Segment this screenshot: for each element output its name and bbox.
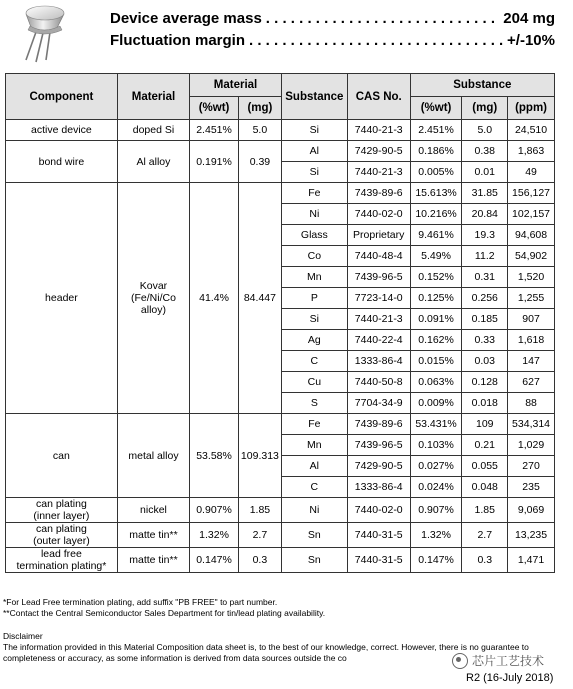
- material-mg-cell: 1.85: [238, 498, 281, 523]
- table-row: [6, 141, 555, 162]
- substance-pct-cell: 5.49%: [410, 246, 462, 267]
- substance-pct-cell: 0.147%: [410, 548, 462, 573]
- cas-cell: 7440-02-0: [347, 204, 410, 225]
- ppm-cell: 24,510: [508, 120, 555, 141]
- substance-cell: Glass: [281, 225, 347, 246]
- ppm-cell: 147: [508, 351, 555, 372]
- ppm-cell: 907: [508, 309, 555, 330]
- disclaimer-text: The information provided in this Material Composition data sheet is, to the best of our knowledge, correct. However, there is no guarantee to completeness or accuracy, as some information is derived from data sources outside the co: [3, 642, 529, 663]
- wechat-icon: [452, 653, 468, 669]
- component-name-cell: header: [6, 183, 118, 414]
- header-material: Material: [117, 74, 189, 120]
- cas-cell: 7440-31-5: [347, 523, 410, 548]
- substance-cell: Si: [281, 162, 347, 183]
- substance-mg-cell: 0.256: [462, 288, 508, 309]
- substance-mg-cell: 31.85: [462, 183, 508, 204]
- substance-cell: S: [281, 393, 347, 414]
- material-composition-table: [5, 73, 555, 573]
- component-name-cell: lead free termination plating*: [6, 548, 118, 573]
- material-mg-cell: 109.313: [238, 414, 281, 498]
- header-material-group: Material: [190, 74, 282, 97]
- substance-mg-cell: 0.01: [462, 162, 508, 183]
- material-mg-cell: 84.447: [238, 183, 281, 414]
- material-pct-cell: 0.191%: [190, 141, 239, 183]
- ppm-cell: 1,520: [508, 267, 555, 288]
- ppm-cell: 1,029: [508, 435, 555, 456]
- substance-pct-cell: 0.152%: [410, 267, 462, 288]
- material-pct-cell: 0.147%: [190, 548, 239, 573]
- device-mass-value: 204 mg: [503, 10, 555, 27]
- cas-cell: 7429-90-5: [347, 141, 410, 162]
- material-cell: metal alloy: [117, 414, 189, 498]
- header-material-pct: (%wt): [190, 97, 239, 120]
- material-pct-cell: 2.451%: [190, 120, 239, 141]
- header-substance: Substance: [281, 74, 347, 120]
- substance-mg-cell: 0.048: [462, 477, 508, 498]
- fluctuation-row: [110, 32, 555, 54]
- substance-mg-cell: 5.0: [462, 120, 508, 141]
- substance-mg-cell: 0.128: [462, 372, 508, 393]
- watermark-text: 芯片工艺技术: [472, 654, 545, 668]
- cas-cell: 7440-50-8: [347, 372, 410, 393]
- substance-mg-cell: 0.21: [462, 435, 508, 456]
- substance-pct-cell: 10.216%: [410, 204, 462, 225]
- footnotes: [3, 597, 325, 619]
- substance-cell: Si: [281, 120, 347, 141]
- footnote-lead-free: *For Lead Free termination plating, add suffix "PB FREE" to part number.: [3, 597, 278, 607]
- ppm-cell: 54,902: [508, 246, 555, 267]
- table-row: [6, 498, 555, 523]
- substance-pct-cell: 53.431%: [410, 414, 462, 435]
- substance-mg-cell: 11.2: [462, 246, 508, 267]
- ppm-cell: 1,618: [508, 330, 555, 351]
- substance-mg-cell: 0.03: [462, 351, 508, 372]
- substance-cell: Ni: [281, 498, 347, 523]
- substance-cell: C: [281, 351, 347, 372]
- cas-cell: Proprietary: [347, 225, 410, 246]
- material-mg-cell: 0.3: [238, 548, 281, 573]
- substance-cell: Al: [281, 456, 347, 477]
- component-name-cell: can: [6, 414, 118, 498]
- table-row: [6, 183, 555, 204]
- substance-mg-cell: 2.7: [462, 523, 508, 548]
- table-row: [6, 523, 555, 548]
- revision-label: R2 (16-July 2018): [466, 672, 554, 684]
- material-cell: Al alloy: [117, 141, 189, 183]
- cas-cell: 1333-86-4: [347, 351, 410, 372]
- ppm-cell: 13,235: [508, 523, 555, 548]
- substance-cell: Co: [281, 246, 347, 267]
- cas-cell: 7440-21-3: [347, 120, 410, 141]
- ppm-cell: 534,314: [508, 414, 555, 435]
- substance-pct-cell: 0.162%: [410, 330, 462, 351]
- component-name-cell: bond wire: [6, 141, 118, 183]
- table-row: [6, 414, 555, 435]
- cas-cell: 1333-86-4: [347, 477, 410, 498]
- material-cell: doped Si: [117, 120, 189, 141]
- ppm-cell: 9,069: [508, 498, 555, 523]
- header-substance-group: Substance: [410, 74, 554, 97]
- material-mg-cell: 0.39: [238, 141, 281, 183]
- component-name-cell: can plating (inner layer): [6, 498, 118, 523]
- ppm-cell: 627: [508, 372, 555, 393]
- leader-dots: [249, 32, 503, 49]
- substance-cell: Si: [281, 309, 347, 330]
- header-material-mg: (mg): [238, 97, 281, 120]
- substance-pct-cell: 0.015%: [410, 351, 462, 372]
- ppm-cell: 1,863: [508, 141, 555, 162]
- substance-pct-cell: 1.32%: [410, 523, 462, 548]
- fluctuation-label: Fluctuation margin: [110, 32, 245, 49]
- substance-cell: Mn: [281, 267, 347, 288]
- ppm-cell: 94,608: [508, 225, 555, 246]
- substance-cell: Fe: [281, 183, 347, 204]
- substance-cell: Ag: [281, 330, 347, 351]
- substance-cell: Ni: [281, 204, 347, 225]
- substance-mg-cell: 0.33: [462, 330, 508, 351]
- header-ppm: (ppm): [508, 97, 555, 120]
- ppm-cell: 102,157: [508, 204, 555, 225]
- table-body: [6, 120, 555, 573]
- ppm-cell: 1,255: [508, 288, 555, 309]
- cas-cell: 7440-21-3: [347, 162, 410, 183]
- substance-mg-cell: 0.055: [462, 456, 508, 477]
- header-component: Component: [6, 74, 118, 120]
- substance-pct-cell: 2.451%: [410, 120, 462, 141]
- substance-mg-cell: 109: [462, 414, 508, 435]
- substance-mg-cell: 0.018: [462, 393, 508, 414]
- substance-mg-cell: 0.38: [462, 141, 508, 162]
- substance-mg-cell: 20.84: [462, 204, 508, 225]
- material-cell: Kovar (Fe/Ni/Co alloy): [117, 183, 189, 414]
- substance-mg-cell: 1.85: [462, 498, 508, 523]
- substance-mg-cell: 19.3: [462, 225, 508, 246]
- leader-dots: [266, 10, 500, 27]
- cas-cell: 7723-14-0: [347, 288, 410, 309]
- component-name-cell: can plating (outer layer): [6, 523, 118, 548]
- cas-cell: 7440-31-5: [347, 548, 410, 573]
- ppm-cell: 156,127: [508, 183, 555, 204]
- substance-pct-cell: 0.091%: [410, 309, 462, 330]
- substance-pct-cell: 0.907%: [410, 498, 462, 523]
- header-cas: CAS No.: [347, 74, 410, 120]
- device-mass-label: Device average mass: [110, 10, 262, 27]
- header-substance-mg: (mg): [462, 97, 508, 120]
- material-mg-cell: 2.7: [238, 523, 281, 548]
- material-pct-cell: 0.907%: [190, 498, 239, 523]
- material-pct-cell: 41.4%: [190, 183, 239, 414]
- cas-cell: 7440-21-3: [347, 309, 410, 330]
- substance-pct-cell: 0.063%: [410, 372, 462, 393]
- ppm-cell: 235: [508, 477, 555, 498]
- substance-cell: Al: [281, 141, 347, 162]
- substance-cell: P: [281, 288, 347, 309]
- material-cell: matte tin**: [117, 548, 189, 573]
- ppm-cell: 270: [508, 456, 555, 477]
- component-name-cell: active device: [6, 120, 118, 141]
- substance-cell: Mn: [281, 435, 347, 456]
- cas-cell: 7439-89-6: [347, 414, 410, 435]
- footnote-tin-lead: **Contact the Central Semiconductor Sales Department for tin/lead plating availability.: [3, 608, 326, 618]
- cas-cell: 7440-48-4: [347, 246, 410, 267]
- device-mass-row: [110, 10, 555, 32]
- table-row: [6, 120, 555, 141]
- cas-cell: 7439-96-5: [347, 435, 410, 456]
- substance-pct-cell: 9.461%: [410, 225, 462, 246]
- fluctuation-value: +/-10%: [507, 32, 555, 49]
- ppm-cell: 88: [508, 393, 555, 414]
- cas-cell: 7704-34-9: [347, 393, 410, 414]
- substance-pct-cell: 0.024%: [410, 477, 462, 498]
- substance-cell: Fe: [281, 414, 347, 435]
- substance-mg-cell: 0.31: [462, 267, 508, 288]
- substance-cell: C: [281, 477, 347, 498]
- to-can-transistor-icon: [12, 2, 82, 64]
- cas-cell: 7439-96-5: [347, 267, 410, 288]
- disclaimer-title: Disclaimer: [3, 631, 43, 641]
- material-pct-cell: 53.58%: [190, 414, 239, 498]
- watermark: [452, 652, 544, 669]
- substance-mg-cell: 0.3: [462, 548, 508, 573]
- material-cell: matte tin**: [117, 523, 189, 548]
- substance-mg-cell: 0.185: [462, 309, 508, 330]
- substance-pct-cell: 0.186%: [410, 141, 462, 162]
- substance-pct-cell: 0.103%: [410, 435, 462, 456]
- summary-header: [0, 0, 573, 66]
- ppm-cell: 1,471: [508, 548, 555, 573]
- cas-cell: 7440-22-4: [347, 330, 410, 351]
- material-pct-cell: 1.32%: [190, 523, 239, 548]
- table-row: [6, 548, 555, 573]
- header-substance-pct: (%wt): [410, 97, 462, 120]
- substance-pct-cell: 0.027%: [410, 456, 462, 477]
- substance-pct-cell: 15.613%: [410, 183, 462, 204]
- material-cell: nickel: [117, 498, 189, 523]
- substance-cell: Sn: [281, 523, 347, 548]
- ppm-cell: 49: [508, 162, 555, 183]
- cas-cell: 7429-90-5: [347, 456, 410, 477]
- cas-cell: 7440-02-0: [347, 498, 410, 523]
- substance-pct-cell: 0.125%: [410, 288, 462, 309]
- substance-cell: Sn: [281, 548, 347, 573]
- substance-cell: Cu: [281, 372, 347, 393]
- material-mg-cell: 5.0: [238, 120, 281, 141]
- cas-cell: 7439-89-6: [347, 183, 410, 204]
- substance-pct-cell: 0.005%: [410, 162, 462, 183]
- substance-pct-cell: 0.009%: [410, 393, 462, 414]
